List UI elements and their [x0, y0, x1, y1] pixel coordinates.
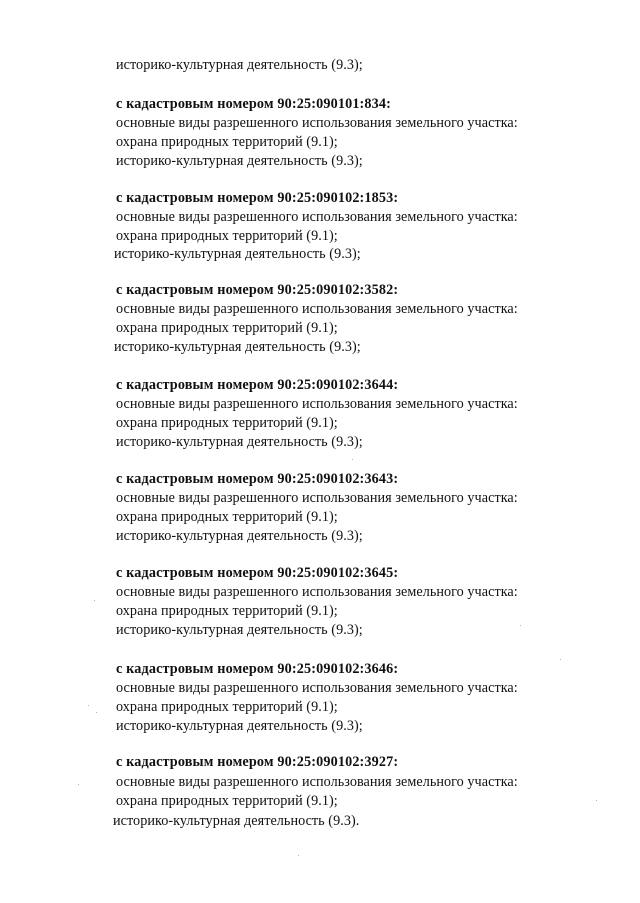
section-heading: с кадастровым номером 90:25:090102:3927: [116, 754, 399, 770]
section-heading: с кадастровым номером 90:25:090102:1853: [116, 190, 399, 206]
section-use-item: историко-культурная деятельность (9.3); [116, 622, 363, 638]
scan-speck [596, 800, 597, 801]
section-basic-uses-label: основные виды разрешенного использования земельного участка: [116, 774, 518, 790]
section-use-item: историко-культурная деятельность (9.3); [116, 434, 363, 450]
section-heading: с кадастровым номером 90:25:090102:3644: [116, 377, 399, 393]
scan-speck [88, 705, 89, 706]
section-use-item: охрана природных территорий (9.1); [116, 415, 338, 431]
section-use-item: историко-культурная деятельность (9.3). [113, 813, 360, 829]
section-heading: с кадастровым номером 90:25:090102:3643: [116, 471, 399, 487]
section-basic-uses-label: основные виды разрешенного использования земельного участка: [116, 396, 518, 412]
section-basic-uses-label: основные виды разрешенного использования земельного участка: [116, 490, 518, 506]
section-use-item: охрана природных территорий (9.1); [116, 320, 338, 336]
section-use-item: историко-культурная деятельность (9.3); [114, 246, 361, 262]
section-use-item: охрана природных территорий (9.1); [116, 603, 338, 619]
section-use-item: историко-культурная деятельность (9.3); [116, 528, 363, 544]
section-basic-uses-label: основные виды разрешенного использования земельного участка: [116, 301, 518, 317]
section-use-item: охрана природных территорий (9.1); [116, 793, 338, 809]
scan-speck [352, 459, 353, 460]
section-use-item: охрана природных территорий (9.1); [116, 134, 338, 150]
section-basic-uses-label: основные виды разрешенного использования земельного участка: [116, 584, 518, 600]
section-use-item: историко-культурная деятельность (9.3); [116, 153, 363, 169]
scan-speck [560, 659, 561, 660]
scan-speck [298, 855, 299, 856]
section-heading: с кадастровым номером 90:25:090101:834: [116, 96, 392, 112]
section-heading: с кадастровым номером 90:25:090102:3645: [116, 565, 399, 581]
scan-speck [96, 712, 97, 713]
section-basic-uses-label: основные виды разрешенного использования земельного участка: [116, 115, 518, 131]
scan-speck [94, 600, 95, 601]
scan-speck [78, 784, 79, 785]
section-use-item: охрана природных территорий (9.1); [116, 509, 338, 525]
scan-speck [520, 625, 521, 626]
section-use-item: охрана природных территорий (9.1); [116, 699, 338, 715]
section-heading: с кадастровым номером 90:25:090102:3582: [116, 282, 399, 298]
section-basic-uses-label: основные виды разрешенного использования земельного участка: [116, 680, 518, 696]
section-use-item: охрана природных территорий (9.1); [116, 228, 338, 244]
section-use-item: историко-культурная деятельность (9.3); [114, 339, 361, 355]
section-heading: с кадастровым номером 90:25:090102:3646: [116, 661, 399, 677]
intro-line: историко-культурная деятельность (9.3); [116, 57, 363, 73]
section-use-item: историко-культурная деятельность (9.3); [116, 718, 363, 734]
section-basic-uses-label: основные виды разрешенного использования земельного участка: [116, 209, 518, 225]
